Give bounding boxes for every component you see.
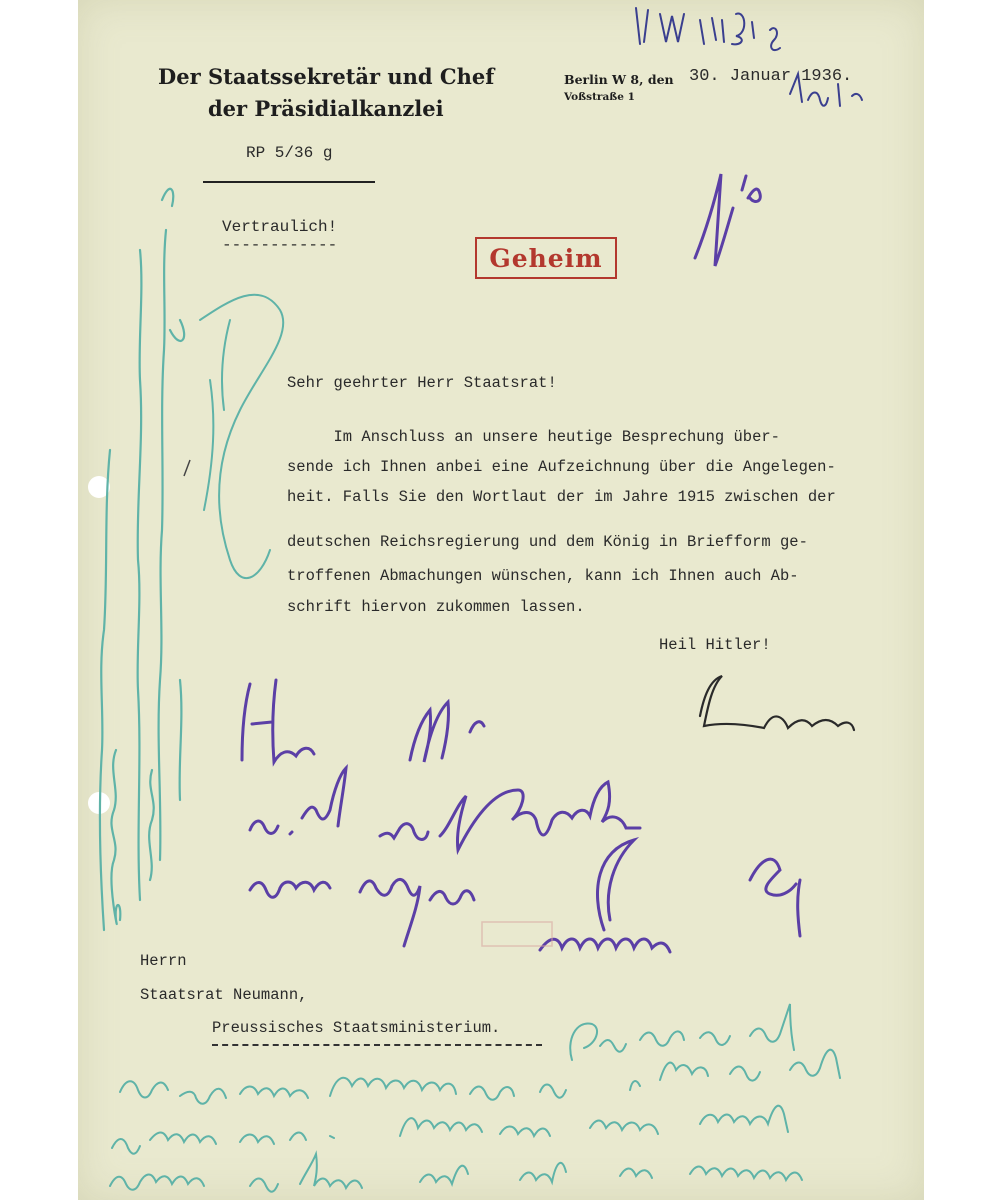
confidential-label: Vertraulich! [222, 218, 338, 236]
secret-stamp: Geheim [475, 237, 617, 279]
salutation: Sehr geehrter Herr Staatsrat! [287, 374, 557, 392]
recipient-line2: Staatsrat Neumann, [140, 986, 308, 1004]
body-line: heit. Falls Sie den Wortlaut der im Jahre 1915 zwischen der [287, 488, 836, 506]
body-line: sende ich Ihnen anbei eine Aufzeichnung über die Angelegen- [287, 458, 836, 476]
recipient-line1: Herrn [140, 952, 187, 970]
letterhead-title-line2: der Präsidialkanzlei [208, 96, 444, 121]
recipient-line3: Preussisches Staatsministerium. [212, 1019, 501, 1037]
confidential-underline: ------------ [222, 236, 338, 254]
place-street: Voßstraße 1 [564, 91, 635, 103]
punch-hole-top [88, 476, 110, 498]
body-line: deutschen Reichsregierung und dem König in Briefform ge- [287, 533, 808, 551]
letter-date: 30. Januar 1936. [689, 67, 853, 86]
recipient-underline [212, 1044, 542, 1046]
closing: Heil Hitler! [659, 636, 771, 654]
punch-hole-bottom [88, 792, 110, 814]
letterhead-title-line1: Der Staatssekretär und Chef [158, 64, 495, 89]
letterhead-rule [203, 181, 375, 183]
body-line: Im Anschluss an unsere heutige Besprechung über- [287, 428, 780, 446]
reference-number: RP 5/36 g [246, 144, 333, 162]
body-line: schrift hiervon zukommen lassen. [287, 598, 585, 616]
body-line: troffenen Abmachungen wünschen, kann ich Ihnen auch Ab- [287, 567, 799, 585]
place-city: Berlin W 8, den [564, 72, 674, 87]
